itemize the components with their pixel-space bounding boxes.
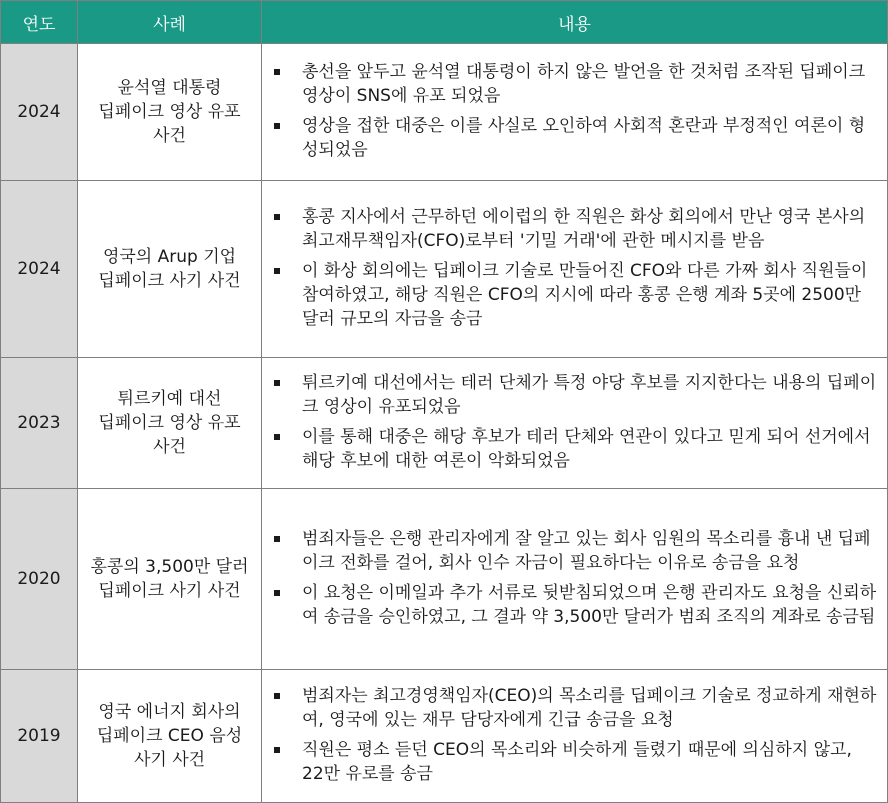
square-bullet-icon: [274, 123, 280, 129]
content-cell: [262, 44, 888, 181]
list-item: [274, 60, 877, 108]
year-cell: 2024: [1, 44, 78, 181]
bullet-list: [274, 527, 877, 629]
header-case: 사례: [78, 1, 262, 44]
table-row: [1, 489, 888, 670]
item-text: 직원은 평소 듣던 CEO의 목소리와 비슷하게 들렸기 때문에 의심하지 않고, 22만 유로를 송금: [302, 739, 852, 784]
case-cell: 영국 에너지 회사의 딥페이크 CEO 음성 사기 사건: [78, 670, 262, 803]
table-row: [1, 358, 888, 489]
bullet-list: [274, 60, 877, 162]
case-cell: 영국의 Arup 기업 딥페이크 사기 사건: [78, 181, 262, 358]
item-text: 범죄자들은 은행 관리자에게 잘 알고 있는 회사 임원의 목소리를 흉내 낸 딥페이크 전화를 걸어, 회사 인수 자금이 필요하다는 이유로 송금을 요청: [302, 528, 871, 573]
year-cell: 2023: [1, 358, 78, 489]
header-row: [1, 1, 888, 44]
bullet-list: [274, 371, 877, 473]
square-bullet-icon: [274, 536, 280, 542]
square-bullet-icon: [274, 434, 280, 440]
content-cell: [262, 489, 888, 670]
bullet-list: [274, 684, 877, 786]
table-row: [1, 670, 888, 803]
list-item: [274, 371, 877, 419]
case-cell: 튀르키예 대선 딥페이크 영상 유포 사건: [78, 358, 262, 489]
square-bullet-icon: [274, 747, 280, 753]
content-cell: [262, 181, 888, 358]
item-text: 이 요청은 이메일과 추가 서류로 뒷받침되었으며 은행 관리자도 요청을 신뢰하여 송금을 승인하였고, 그 결과 약 3,500만 달러가 범죄 조직의 계좌로 송금됨: [302, 582, 877, 627]
list-item: [274, 527, 877, 575]
list-item: [274, 114, 877, 162]
square-bullet-icon: [274, 693, 280, 699]
item-text: 홍콩 지사에서 근무하던 에이럽의 한 직원은 화상 회의에서 만난 영국 본사의 최고재무책임자(CFO)로부터 '기밀 거래'에 관한 메시지를 받음: [302, 206, 866, 251]
case-cell: 윤석열 대통령 딥페이크 영상 유포 사건: [78, 44, 262, 181]
table-row: [1, 44, 888, 181]
item-text: 범죄자는 최고경영책임자(CEO)의 목소리를 딥페이크 기술로 정교하게 재현하여, 영국에 있는 재무 담당자에게 긴급 송금을 요청: [302, 685, 877, 730]
item-text: 이 화상 회의에는 딥페이크 기술로 만들어진 CFO와 다른 가짜 회사 직원들이 참여하였고, 해당 직원은 CFO의 지시에 따라 홍콩 은행 계좌 5곳에 2500만 달러 규모의 자금을 송금: [302, 260, 868, 329]
item-text: 이를 통해 대중은 해당 후보가 테러 단체와 연관이 있다고 믿게 되어 선거에서 해당 후보에 대한 여론이 악화되었음: [302, 426, 871, 471]
square-bullet-icon: [274, 69, 280, 75]
square-bullet-icon: [274, 380, 280, 386]
item-text: 튀르키예 대선에서는 테러 단체가 특정 야당 후보를 지지한다는 내용의 딥페이크 영상이 유포되었음: [302, 372, 877, 417]
list-item: [274, 738, 877, 786]
content-cell: [262, 358, 888, 489]
header-content: 내용: [262, 1, 888, 44]
year-cell: 2024: [1, 181, 78, 358]
square-bullet-icon: [274, 214, 280, 220]
list-item: [274, 581, 877, 629]
year-cell: 2020: [1, 489, 78, 670]
square-bullet-icon: [274, 268, 280, 274]
list-item: [274, 205, 877, 253]
year-cell: 2019: [1, 670, 78, 803]
list-item: [274, 684, 877, 732]
table-row: [1, 181, 888, 358]
item-text: 영상을 접한 대중은 이를 사실로 오인하여 사회적 혼란과 부정적인 여론이 형성되었음: [302, 115, 866, 160]
header-year: 연도: [1, 1, 78, 44]
case-cell: 홍콩의 3,500만 달러 딥페이크 사기 사건: [78, 489, 262, 670]
list-item: [274, 259, 877, 331]
square-bullet-icon: [274, 590, 280, 596]
bullet-list: [274, 205, 877, 331]
item-text: 총선을 앞두고 윤석열 대통령이 하지 않은 발언을 한 것처럼 조작된 딥페이크 영상이 SNS에 유포 되었음: [302, 61, 866, 106]
list-item: [274, 425, 877, 473]
content-cell: [262, 670, 888, 803]
